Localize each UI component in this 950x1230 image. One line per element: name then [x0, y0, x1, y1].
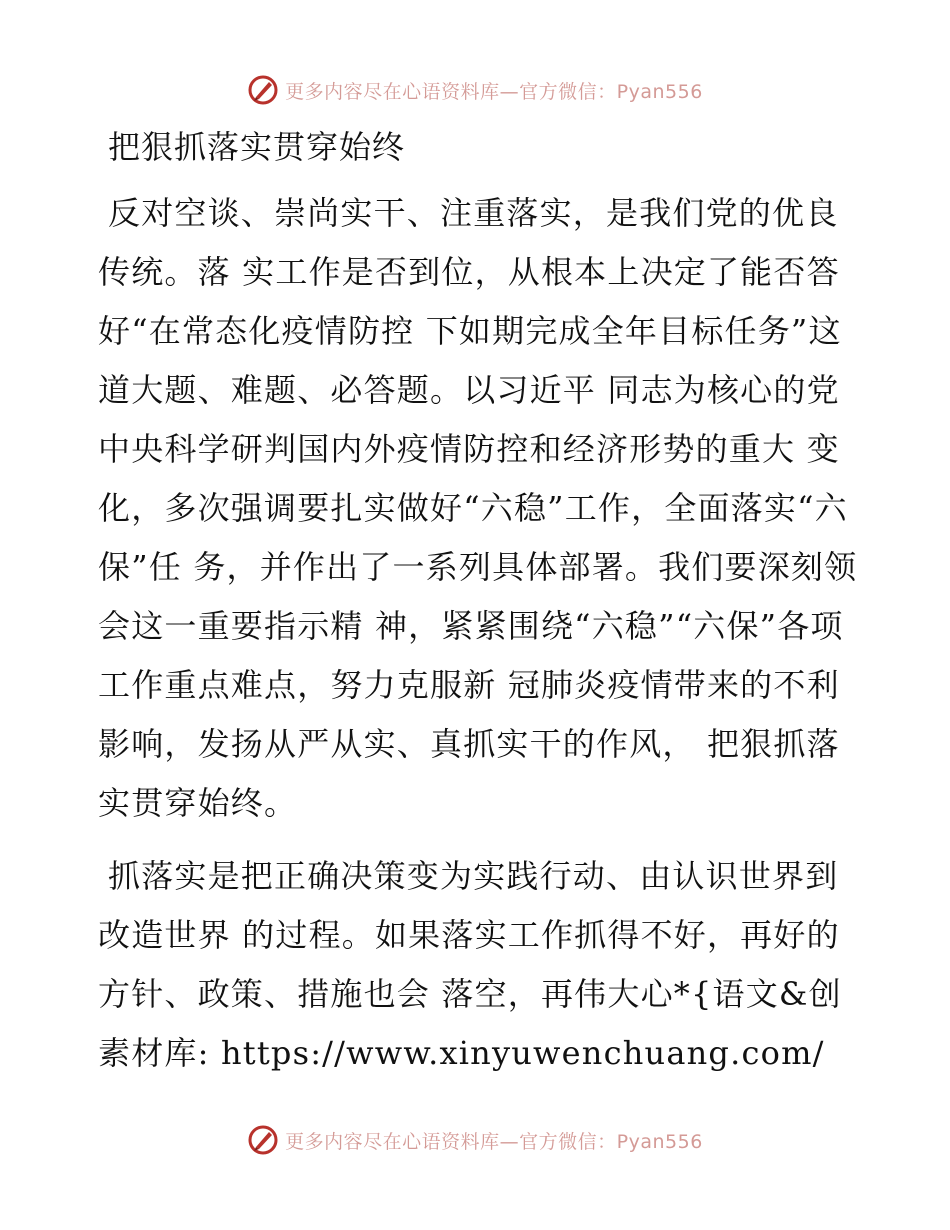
footer-banner-text: 更多内容尽在心语资料库—官方微信：Pyan556: [285, 1130, 703, 1153]
document-title: 把狠抓落实贯穿始终: [108, 128, 406, 166]
paragraph-2: 抓落实是把正确决策变为实践行动、由认识世界到改造世界 的过程。如果落实工作抓得不好，再好的方针、政策、措施也会 落空，再伟大心*{语文&创素材库: https://www.xinyuwenchuang.com/: [98, 857, 842, 1072]
red-pen-logo-icon: [247, 74, 279, 106]
header-banner-text: 更多内容尽在心语资料库—官方微信：Pyan556: [285, 80, 703, 103]
paragraph-1: 反对空谈、崇尚实干、注重落实，是我们党的优良传统。落 实工作是否到位，从根本上决定了能否答好“在常态化疫情防控 下如期完成全年目标任务”这道大题、难题、必答题。以习近平 同志为核心的党中央科学研判国内外疫情防控和经济形势的重大 变化，多次强调要扎实做好“六稳”工作，全面落实“六保”任 务，并作出了一系列具体部署。我们要深刻领会这一重要指示精 神，紧紧围绕“六稳”“六保”各项工作重点难点，努力克服新 冠肺炎疫情带来的不利影响，发扬从严从实、真抓实干的作风， 把狠抓落实贯穿始终。: [98, 194, 858, 822]
red-pen-logo-icon: [247, 1124, 279, 1156]
footer-banner: [0, 1120, 950, 1160]
header-banner: [0, 70, 950, 110]
document-body: [98, 122, 858, 1097]
